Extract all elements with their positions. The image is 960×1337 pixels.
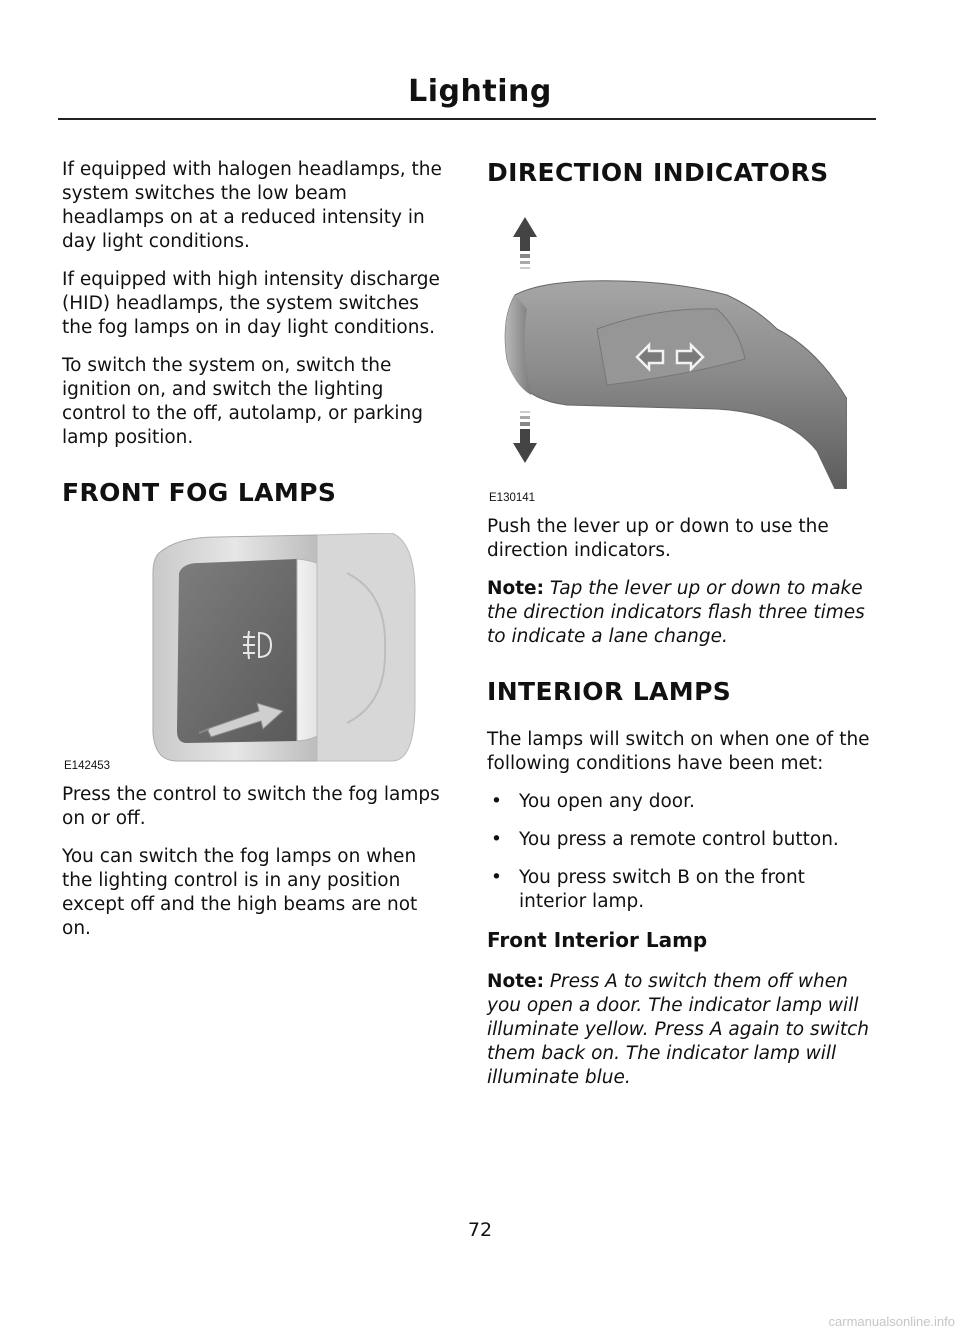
note-label: Note: [487, 971, 544, 992]
front-lamp-note [487, 970, 877, 1090]
list-item: • You press a remote control button. [487, 828, 877, 852]
fog-condition-paragraph: You can switch the fog lamps on when the lighting control is in any position except off and the high beams are not on. [62, 846, 418, 939]
indicator-lever-illustration [487, 199, 847, 489]
direction-figure [487, 199, 877, 509]
right-column [487, 158, 877, 1104]
fog-figure-code: E142453 [64, 760, 111, 772]
halogen-paragraph: If equipped with halogen headlamps, the system switches the low beam headlamps on at a reduced intensity in day light conditions. [62, 159, 442, 252]
page-number: 72 [467, 1219, 493, 1241]
direction-figure-code: E130141 [489, 492, 536, 504]
switch-on-paragraph: To switch the system on, switch the ignition on, and switch the lighting control to the off, autolamp, or parking lamp position. [62, 355, 423, 448]
conditions-list [487, 790, 877, 914]
interior-lamps-heading: INTERIOR LAMPS [487, 677, 732, 706]
note-text: Press A to switch them off when you open a door. The indicator lamp will illuminate yellow. Press A again to switch them back on. The indicator lamp will illuminate blue. [487, 971, 870, 1088]
left-column [62, 158, 452, 955]
note-label: Note: [487, 578, 544, 599]
arrow-down-icon [513, 411, 537, 463]
lane-change-note [487, 577, 877, 649]
fog-lamp-switch-illustration [147, 533, 417, 763]
arrow-up-icon [513, 217, 537, 269]
interior-conditions-paragraph: The lamps will switch on when one of the following conditions have been met: [487, 729, 870, 774]
page-title: Lighting [408, 74, 552, 109]
watermark: carmanualsonline.info [828, 1314, 955, 1329]
hid-paragraph: If equipped with high intensity discharge (HID) headlamps, the system switches the fog lamps on in day light conditions. [62, 269, 440, 338]
list-item: • You open any door. [487, 790, 877, 814]
header-divider [58, 118, 876, 120]
fog-lamps-heading: FRONT FOG LAMPS [62, 478, 337, 507]
list-item: • You press switch B on the front interior lamp. [487, 866, 877, 914]
fog-lamp-figure [62, 533, 452, 773]
front-interior-lamp-heading: Front Interior Lamp [487, 928, 708, 952]
direction-indicators-heading: DIRECTION INDICATORS [487, 158, 829, 187]
push-lever-paragraph: Push the lever up or down to use the direction indicators. [487, 516, 829, 561]
fog-press-paragraph: Press the control to switch the fog lamps on or off. [62, 784, 440, 829]
note-text: Tap the lever up or down to make the direction indicators flash three times to indicate a lane change. [487, 578, 865, 647]
